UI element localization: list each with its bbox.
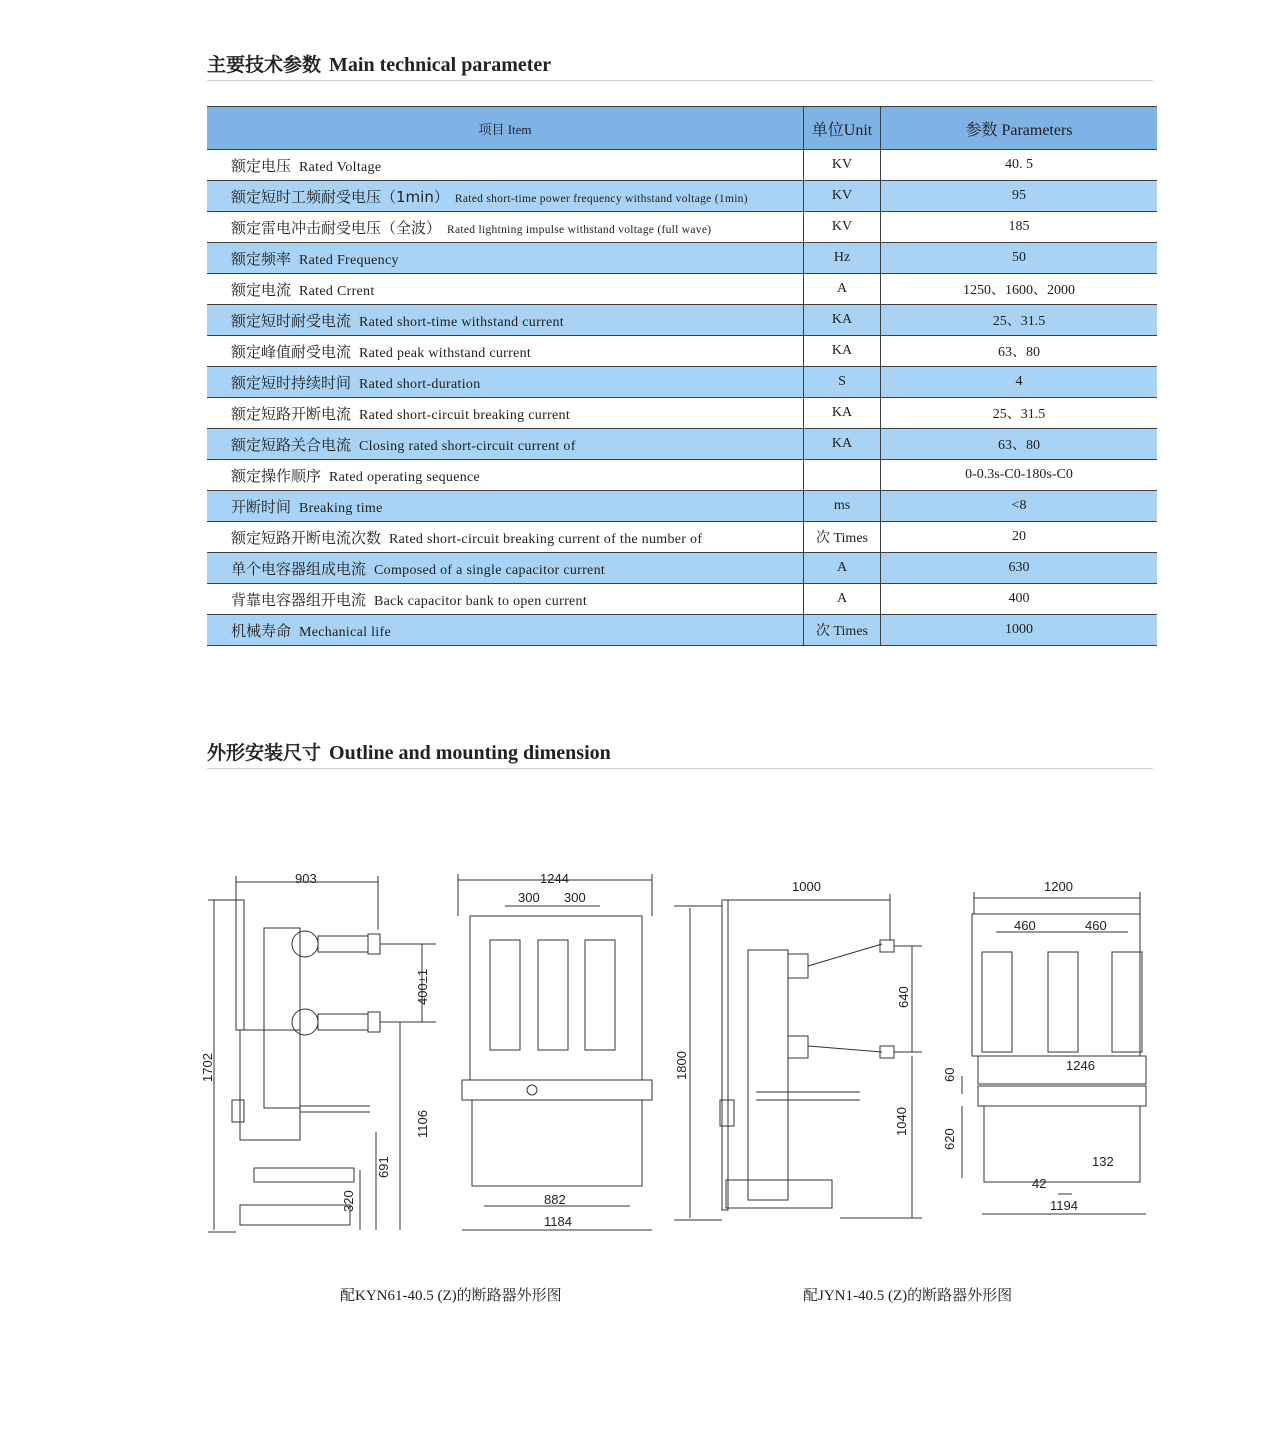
table-row: [207, 460, 1157, 491]
unit-cell: KA: [804, 398, 881, 429]
item-zh: 额定短时工频耐受电压（1min）: [231, 187, 449, 206]
value-cell: 20: [881, 522, 1158, 553]
dim-1106: 1106: [415, 1110, 430, 1138]
dim-903: 903: [295, 871, 317, 886]
value-cell: 50: [881, 243, 1158, 274]
table-row: [207, 243, 1157, 274]
dim-1800: 1800: [674, 1051, 689, 1080]
dim-1184: 1184: [544, 1214, 572, 1229]
caption-jyn1: 配JYN1-40.5 (Z)的断路器外形图: [803, 1288, 1013, 1304]
parameter-table: [207, 106, 1157, 646]
kyn61-front-view: [458, 874, 652, 1230]
item-en: Rated short-duration: [359, 376, 481, 392]
section-title-zh: 主要技术参数: [207, 54, 322, 76]
jyn1-front-view: [962, 892, 1146, 1214]
value-cell: 25、31.5: [881, 398, 1158, 429]
unit-cell: ms: [804, 491, 881, 522]
dim-460-b: 460: [1085, 918, 1107, 933]
item-zh: 额定频率: [231, 249, 292, 268]
item-zh: 额定操作顺序: [231, 466, 322, 485]
item-en: Rated Voltage: [299, 159, 382, 175]
section-title-en: Outline and mounting dimension: [329, 742, 611, 764]
dim-300-b: 300: [564, 890, 586, 905]
kyn61-side-view: [208, 876, 436, 1232]
dim-1194: 1194: [1050, 1198, 1078, 1213]
item-zh: 机械寿命: [231, 621, 292, 640]
section-title-zh: 外形安装尺寸: [207, 742, 322, 764]
jyn1-side-view: [674, 894, 922, 1220]
item-en: Rated Crrent: [299, 283, 375, 299]
section-header-technical: [207, 50, 1153, 81]
unit-cell: KV: [804, 212, 881, 243]
dim-1246: 1246: [1066, 1058, 1095, 1073]
value-cell: 630: [881, 553, 1158, 584]
dim-400: 400±1: [415, 968, 430, 1005]
value-cell: 63、80: [881, 429, 1158, 460]
unit-cell: 次 Times: [804, 615, 881, 646]
item-en: Mechanical life: [299, 624, 391, 640]
dim-460-a: 460: [1014, 918, 1036, 933]
table-row: [207, 181, 1157, 212]
item-en: Back capacitor bank to open current: [374, 593, 588, 609]
header-unit: 单位Unit: [804, 107, 881, 150]
item-en: Rated peak withstand current: [359, 345, 532, 361]
item-en: Rated short-time withstand current: [359, 314, 564, 330]
item-en: Rated short-time power frequency withstand voltage (1min): [454, 192, 748, 205]
unit-cell: Hz: [804, 243, 881, 274]
dim-320: 320: [341, 1190, 356, 1212]
dim-620: 620: [942, 1128, 957, 1150]
table-row: [207, 336, 1157, 367]
unit-cell: 次 Times: [804, 522, 881, 553]
header-parameters: 参数 Parameters: [881, 107, 1158, 150]
item-en: Closing rated short-circuit current of: [359, 438, 576, 454]
dim-1000: 1000: [792, 879, 821, 894]
table-row: [207, 212, 1157, 243]
item-zh: 额定短时持续时间: [231, 373, 352, 392]
dim-691: 691: [376, 1156, 391, 1178]
unit-cell: KA: [804, 336, 881, 367]
table-row: [207, 367, 1157, 398]
item-zh: 额定电流: [231, 280, 292, 299]
header-item: 项目 Item: [207, 107, 804, 150]
table-row: [207, 615, 1157, 646]
item-en: Composed of a single capacitor current: [374, 562, 606, 578]
value-cell: 1000: [881, 615, 1158, 646]
item-en: Breaking time: [299, 500, 383, 516]
table-row: [207, 584, 1157, 615]
dim-300-a: 300: [518, 890, 540, 905]
item-en: Rated Frequency: [299, 252, 399, 268]
dim-640: 640: [896, 986, 911, 1008]
item-zh: 额定雷电冲击耐受电压（全波）: [231, 218, 442, 237]
caption-kyn61: 配KYN61-40.5 (Z)的断路器外形图: [340, 1288, 562, 1304]
jyn1-front-dims: [942, 879, 1114, 1213]
value-cell: 63、80: [881, 336, 1158, 367]
value-cell: 4: [881, 367, 1158, 398]
table-row: [207, 429, 1157, 460]
unit-cell: A: [804, 584, 881, 615]
item-zh: 额定短时耐受电流: [231, 311, 352, 330]
item-zh: 额定短路开断电流次数: [231, 528, 382, 547]
value-cell: 25、31.5: [881, 305, 1158, 336]
section-header-outline: [207, 738, 1153, 769]
item-zh: 单个电容器组成电流: [231, 559, 367, 578]
unit-cell: S: [804, 367, 881, 398]
section-title-en: Main technical parameter: [329, 54, 552, 76]
dim-882: 882: [544, 1192, 566, 1207]
unit-cell: [804, 460, 881, 491]
unit-cell: KV: [804, 150, 881, 181]
table-row: [207, 305, 1157, 336]
dim-1200: 1200: [1044, 879, 1073, 894]
table-row: [207, 522, 1157, 553]
dim-60: 60: [942, 1067, 957, 1082]
item-zh: 额定短路开断电流: [231, 404, 352, 423]
table-row: [207, 398, 1157, 429]
jyn1-side-dims: [674, 879, 911, 1136]
unit-cell: KA: [804, 429, 881, 460]
item-en: Rated operating sequence: [329, 469, 481, 485]
outline-drawings: [200, 860, 1160, 1250]
table-row: [207, 553, 1157, 584]
table-row: [207, 150, 1157, 181]
unit-cell: A: [804, 274, 881, 305]
value-cell: <8: [881, 491, 1158, 522]
kyn61-side-dims: [200, 871, 430, 1212]
dim-132: 132: [1092, 1154, 1114, 1169]
item-en: Rated short-circuit breaking current of the number of: [389, 531, 703, 547]
unit-cell: KA: [804, 305, 881, 336]
value-cell: 95: [881, 181, 1158, 212]
item-zh: 额定峰值耐受电流: [231, 342, 352, 361]
dim-42: 42: [1032, 1176, 1047, 1191]
dim-1040: 1040: [894, 1107, 909, 1136]
item-zh: 开断时间: [231, 497, 292, 516]
value-cell: 185: [881, 212, 1158, 243]
value-cell: 0-0.3s-C0-180s-C0: [881, 460, 1158, 491]
item-en: Rated short-circuit breaking current: [359, 407, 571, 423]
unit-cell: A: [804, 553, 881, 584]
item-en: Rated lightning impulse withstand voltage (full wave): [447, 223, 712, 236]
value-cell: 40. 5: [881, 150, 1158, 181]
item-zh: 额定电压: [231, 156, 292, 175]
value-cell: 400: [881, 584, 1158, 615]
table-row: [207, 491, 1157, 522]
item-zh: 额定短路关合电流: [231, 435, 352, 454]
item-zh: 背靠电容器组开电流: [231, 590, 367, 609]
table-row: [207, 274, 1157, 305]
dim-1702: 1702: [200, 1053, 215, 1082]
value-cell: 1250、1600、2000: [881, 274, 1158, 305]
table-header-row: [207, 107, 1157, 150]
unit-cell: KV: [804, 181, 881, 212]
dim-1244: 1244: [540, 871, 569, 886]
